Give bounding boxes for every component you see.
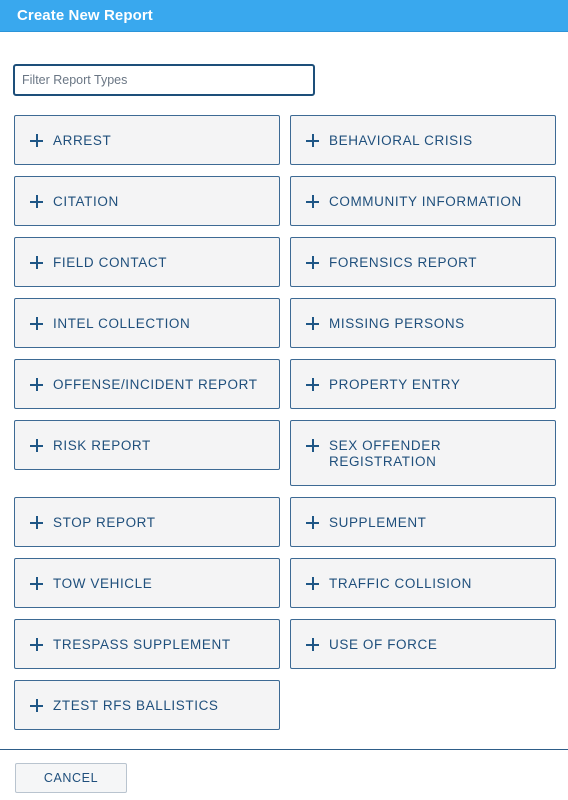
report-type-label: TOW VEHICLE: [53, 576, 153, 591]
report-type-traffic-collision[interactable]: [290, 558, 556, 608]
report-type-label: RISK REPORT: [53, 438, 151, 453]
report-type-arrest[interactable]: [14, 115, 280, 165]
report-type-label: STOP REPORT: [53, 515, 156, 530]
report-type-label: CITATION: [53, 194, 119, 209]
report-type-label: TRESPASS SUPPLEMENT: [53, 637, 231, 652]
report-type-missing-persons[interactable]: [290, 298, 556, 348]
plus-icon: [306, 256, 319, 269]
report-type-label: FIELD CONTACT: [53, 255, 168, 270]
plus-icon: [306, 134, 319, 147]
report-type-label: FORENSICS REPORT: [329, 255, 478, 270]
plus-icon: [30, 256, 43, 269]
report-type-forensics-report[interactable]: [290, 237, 556, 287]
report-type-label: USE OF FORCE: [329, 637, 438, 652]
plus-icon: [306, 195, 319, 208]
report-type-ztest-rfs-ballistics[interactable]: [14, 680, 280, 730]
report-type-stop-report[interactable]: [14, 497, 280, 547]
report-type-label: MISSING PERSONS: [329, 316, 465, 331]
plus-icon: [306, 378, 319, 391]
footer-divider: [0, 749, 568, 750]
plus-icon: [306, 317, 319, 330]
report-type-label: SUPPLEMENT: [329, 515, 427, 530]
plus-icon: [306, 638, 319, 651]
report-type-community-information[interactable]: [290, 176, 556, 226]
plus-icon: [30, 195, 43, 208]
report-type-use-of-force[interactable]: [290, 619, 556, 669]
report-type-label: ARREST: [53, 133, 112, 148]
report-type-intel-collection[interactable]: [14, 298, 280, 348]
report-type-offense-incident-report[interactable]: [14, 359, 280, 409]
plus-icon: [30, 317, 43, 330]
report-type-trespass-supplement[interactable]: [14, 619, 280, 669]
report-type-citation[interactable]: [14, 176, 280, 226]
report-type-supplement[interactable]: [290, 497, 556, 547]
plus-icon: [30, 516, 43, 529]
plus-icon: [30, 378, 43, 391]
report-type-label: INTEL COLLECTION: [53, 316, 191, 331]
report-type-sex-offender-registration[interactable]: [290, 420, 556, 486]
report-type-behavioral-crisis[interactable]: [290, 115, 556, 165]
report-type-label: TRAFFIC COLLISION: [329, 576, 472, 591]
report-type-field-contact[interactable]: [14, 237, 280, 287]
plus-icon: [30, 699, 43, 712]
report-type-label: SEX OFFENDER REGISTRATION: [329, 438, 442, 469]
plus-icon: [306, 439, 319, 452]
report-type-label: COMMUNITY INFORMATION: [329, 194, 522, 209]
report-type-property-entry[interactable]: [290, 359, 556, 409]
report-type-risk-report[interactable]: [14, 420, 280, 470]
plus-icon: [30, 638, 43, 651]
plus-icon: [30, 577, 43, 590]
report-type-label: OFFENSE/INCIDENT REPORT: [53, 377, 258, 392]
report-type-label: PROPERTY ENTRY: [329, 377, 461, 392]
filter-report-types-input[interactable]: [13, 64, 315, 96]
report-type-tow-vehicle[interactable]: [14, 558, 280, 608]
dialog-titlebar: [0, 0, 568, 32]
dialog-title: Create New Report: [17, 7, 153, 24]
report-type-label: BEHAVIORAL CRISIS: [329, 133, 473, 148]
plus-icon: [30, 439, 43, 452]
cancel-button[interactable]: CANCEL: [15, 763, 127, 793]
plus-icon: [306, 516, 319, 529]
plus-icon: [306, 577, 319, 590]
report-type-label: ZTEST RFS BALLISTICS: [53, 698, 219, 713]
plus-icon: [30, 134, 43, 147]
